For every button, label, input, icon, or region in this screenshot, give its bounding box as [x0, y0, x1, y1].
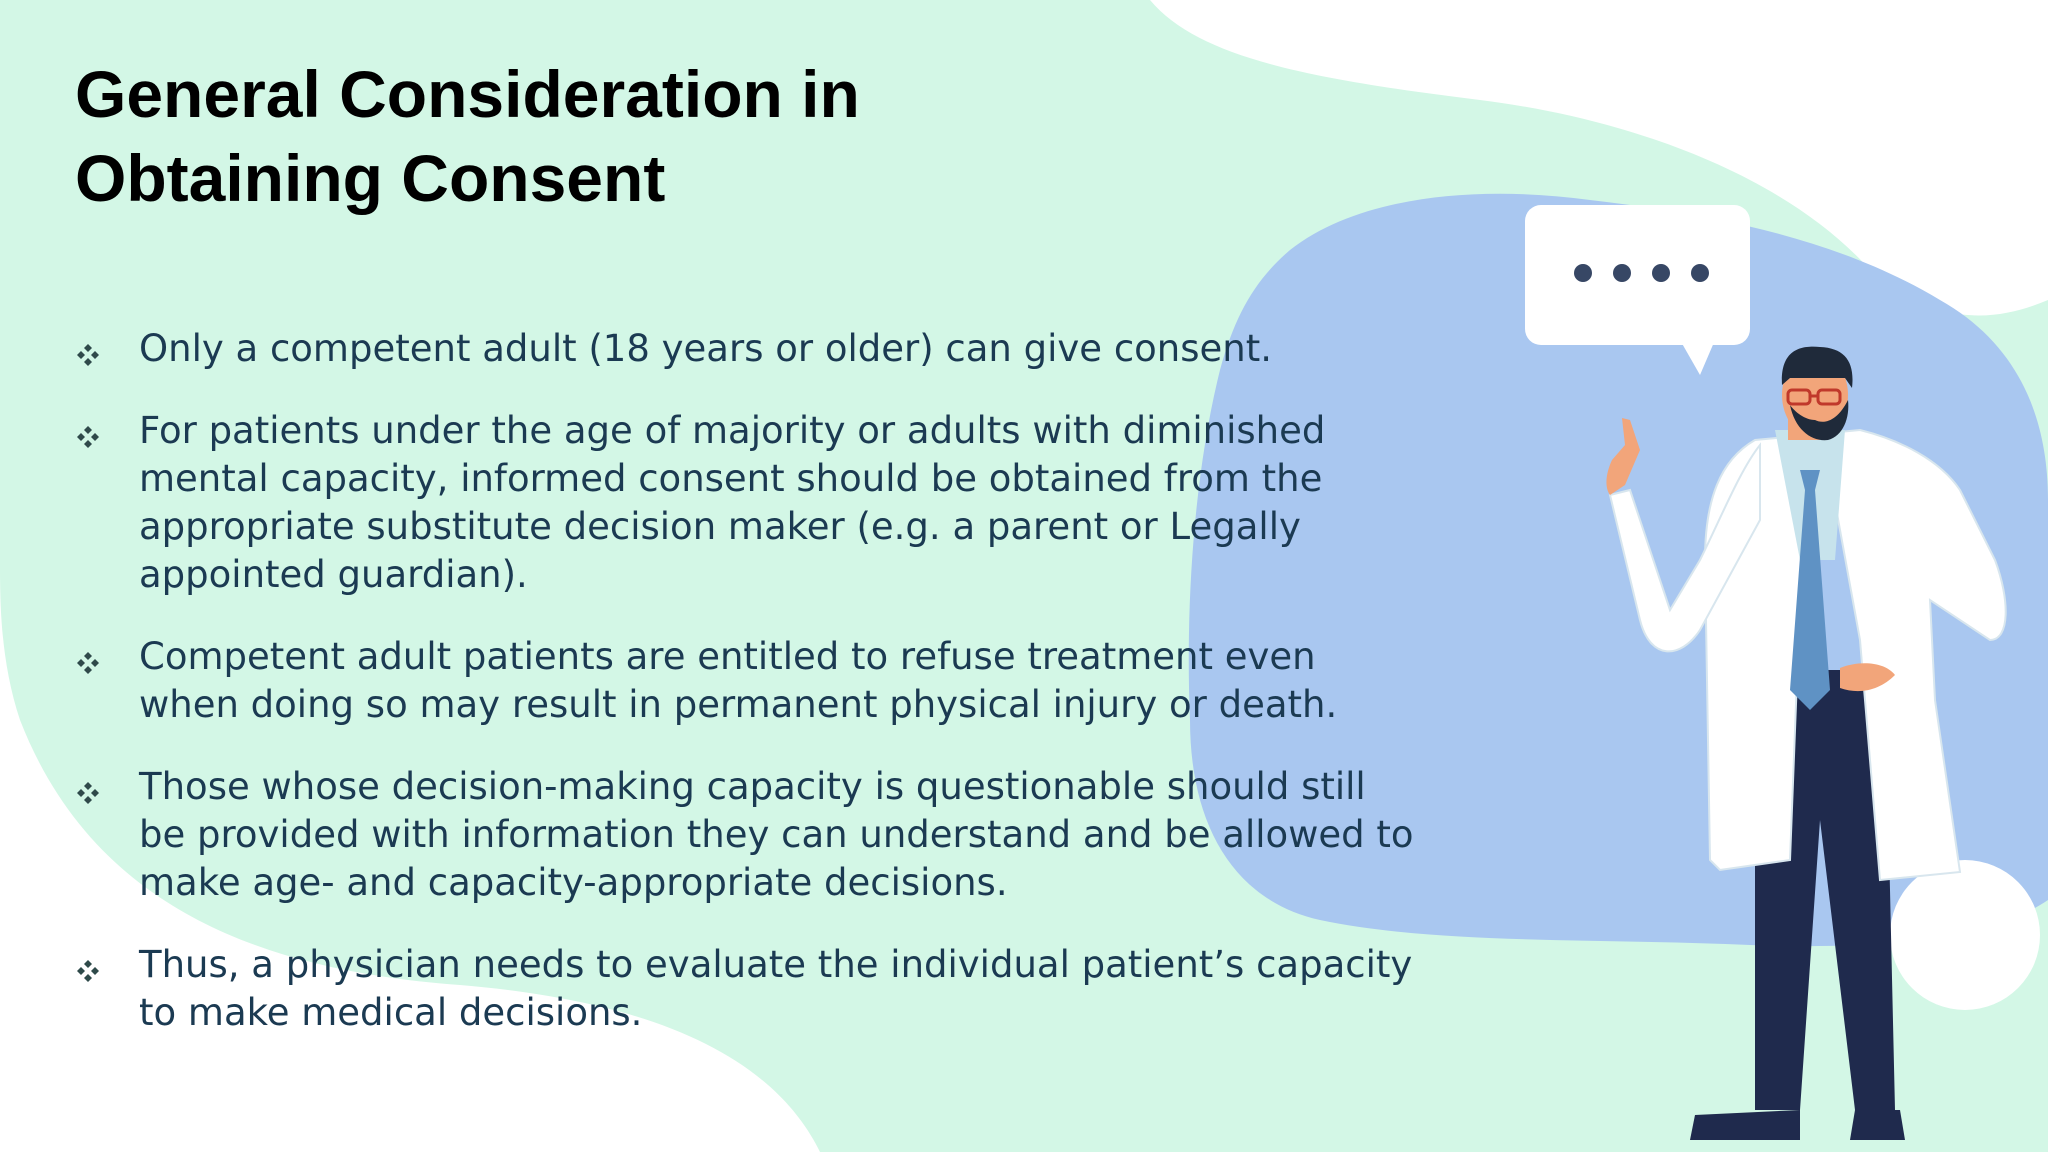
bullet-item: [75, 763, 1475, 907]
four-diamond-bullet-icon: [75, 780, 101, 806]
bullet-text-line: Competent adult patients are entitled to refuse treatment even: [139, 635, 1316, 678]
bullet-text-line: appointed guardian).: [139, 553, 528, 596]
bullet-item: [75, 325, 1475, 373]
bullet-item: [75, 633, 1475, 729]
four-diamond-bullet-icon: [75, 958, 101, 984]
slide-title-line-2: Obtaining Consent: [75, 141, 666, 215]
doctor-shoe-left: [1690, 1110, 1800, 1140]
slide-title-line-1: General Consideration in: [75, 57, 860, 131]
four-diamond-bullet-icon: [75, 342, 101, 368]
bullet-item: [75, 407, 1475, 599]
bullet-text-line: Only a competent adult (18 years or older) can give consent.: [139, 327, 1273, 370]
bullet-text-line: For patients under the age of majority or adults with diminished: [139, 409, 1326, 452]
bullet-text-line: Thus, a physician needs to evaluate the individual patient’s capacity: [139, 943, 1413, 986]
bullet-text-line: when doing so may result in permanent physical injury or death.: [139, 683, 1338, 726]
bullet-text-line: appropriate substitute decision maker (e.g. a parent or Legally: [139, 505, 1301, 548]
bullet-text-line: make age- and capacity-appropriate decisions.: [139, 861, 1008, 904]
bullet-list: [75, 325, 1475, 1071]
bullet-item: [75, 941, 1475, 1037]
bullet-text-line: Those whose decision-making capacity is questionable should still: [139, 765, 1366, 808]
four-diamond-bullet-icon: [75, 650, 101, 676]
four-diamond-bullet-icon: [75, 424, 101, 450]
bullet-text-line: be provided with information they can understand and be allowed to: [139, 813, 1414, 856]
bullet-text-line: to make medical decisions.: [139, 991, 643, 1034]
doctor-shoe-right: [1850, 1110, 1905, 1140]
slide-title: [75, 52, 1075, 220]
bullet-text-line: mental capacity, informed consent should be obtained from the: [139, 457, 1323, 500]
white-blob-shape: [1890, 860, 2040, 1010]
